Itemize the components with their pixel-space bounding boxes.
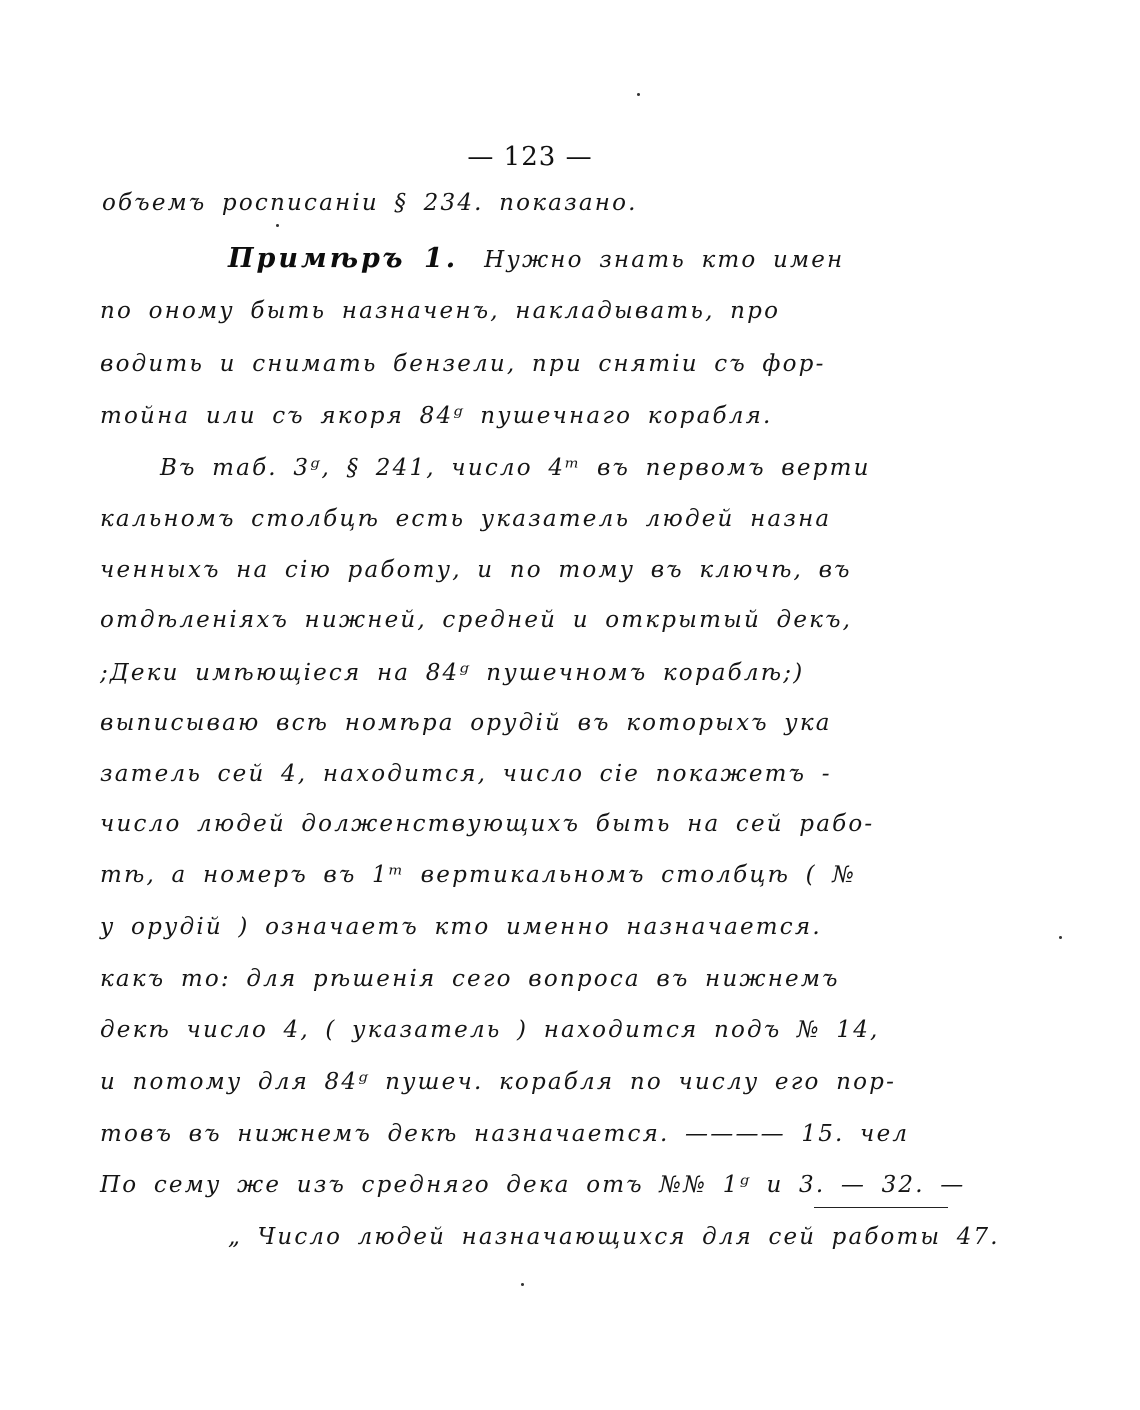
text-line-10: ;Деки имѣющіеся на 84ᵍ пушечномъ кораблѣ;) — [100, 660, 805, 686]
text-line-18: и потому для 84ᵍ пушеч. корабля по числу его пор- — [100, 1069, 897, 1095]
ink-speck — [276, 224, 279, 227]
text-line-7: кальномъ столбцѣ есть указатель людей назна — [100, 506, 832, 532]
ink-speck — [521, 1283, 524, 1286]
text-line-20: По сему же изъ средняго дека отъ №№ 1ᵍ и 3. — 32. — — [100, 1172, 966, 1198]
text-line-1: объемъ росписаніи § 234. показано. — [102, 190, 638, 216]
text-line-13: число людей долженствующихъ быть на сей рабо- — [100, 811, 875, 837]
example-heading: Примѣръ 1. — [228, 243, 459, 274]
text-line-3: по оному быть назначенъ, накладывать, про — [100, 298, 781, 324]
text-line-8: ченныхъ на сію работу, и по тому въ ключѣ, въ — [100, 557, 852, 583]
text-line-9: отдѣленіяхъ нижней, средней и открытый декъ, — [100, 607, 853, 633]
heading-continuation: Нужно знать кто имен — [484, 247, 845, 273]
text-line-11: выписываю всѣ номѣра орудій въ которыхъ ука — [100, 710, 832, 736]
text-line-17: декѣ число 4, ( указатель ) находится подъ № 14, — [100, 1017, 880, 1043]
text-line-5: тойна или съ якоря 84ᵍ пушечнаго корабля. — [100, 403, 773, 429]
ink-speck — [637, 93, 640, 96]
text-line-21: „ Число людей назначающихся для сей работы 47. — [228, 1224, 1000, 1250]
text-line-12: затель сей 4, находится, число сіе покажетъ - — [100, 761, 832, 787]
text-line-4: водить и снимать бензели, при снятіи съ фор- — [100, 351, 826, 377]
example-heading-line — [228, 243, 844, 274]
text-line-15: у орудій ) означаетъ кто именно назначается. — [100, 914, 822, 940]
text-line-16: какъ то: для рѣшенія сего вопроса въ нижнемъ — [100, 966, 840, 992]
text-line-6: Въ таб. 3ᵍ, § 241, число 4ᵐ въ первомъ верти — [160, 455, 871, 481]
text-line-19: товъ въ нижнемъ декѣ назначается. ———— 15. чел — [100, 1121, 910, 1147]
ink-speck — [1059, 936, 1062, 939]
text-line-14: тѣ, а номеръ въ 1ᵐ вертикальномъ столбцѣ ( № — [100, 862, 857, 888]
page-number: — 123 — — [467, 142, 593, 172]
total-rule — [814, 1207, 948, 1208]
